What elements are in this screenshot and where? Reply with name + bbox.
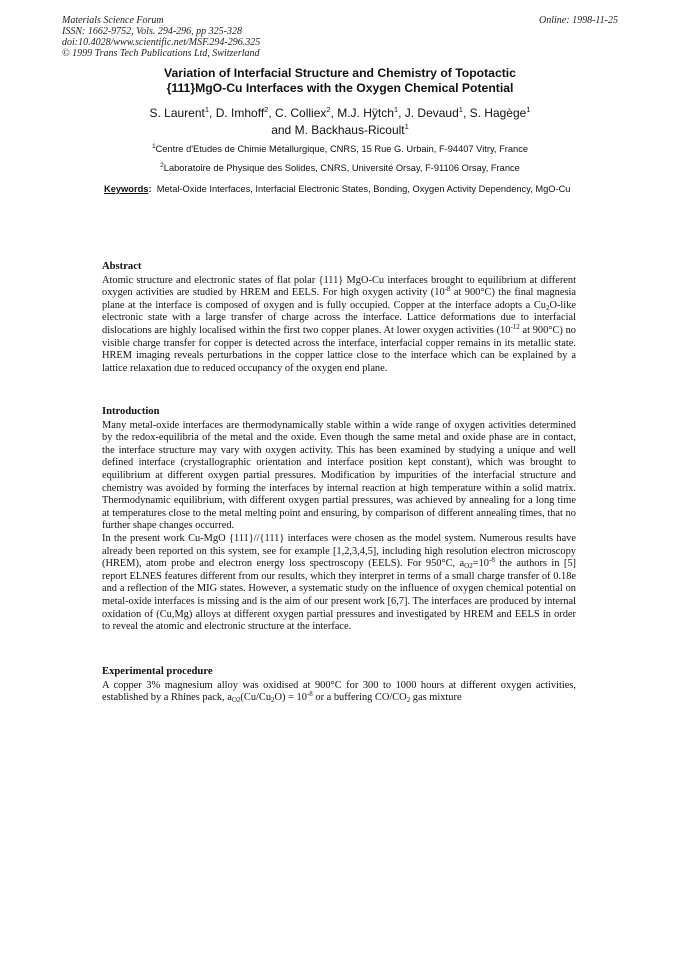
experimental-text: A copper 3% magnesium alloy was oxidised at 900°C for 300 to 1000 hours at different oxygen activities, established by a Rhines pack, $a_{O2}(Cu/Cu_2O) = 10^{-8}$ or a buffering $CO/CO_2$ gas mixture (102, 679, 576, 705)
author-name: D. Imhoff (215, 106, 265, 120)
copyright-line: © 1999 Trans Tech Publications Ltd, Switzerland (62, 48, 260, 59)
paper-title (110, 66, 570, 96)
affiliation-text: Laboratoire de Physique des Solides, CNRS, Université Orsay, F-91106 Orsay, France (163, 163, 520, 173)
journal-name: Materials Science Forum (62, 15, 164, 26)
author-aff-mark: 1 (458, 105, 463, 114)
introduction-paragraph-2: In the present work Cu-MgO {111}//{111} interfaces were chosen as the model system. Numerous results have already been reported on this system, see for example [1,2,3,4,5], including high resolution electron microscopy (HREM), atom probe and electron energy loss spectroscopy (EELS). For 950°C, $a_{O2}=10^{-8}$ the authors in [5] report ELNES features different from our results, which they interpret in terms of a small charge transfer of 0.18e and a reflection of the MIG states. However, a systematic study on the influence of oxygen chemical potential on metal-oxide interfaces is missing and is the aim of our present work [6,7]. The interfaces are produced by internal oxidation of (Cu,Mg) alloys at different oxygen partial pressures and investigated by HREM and EELS in order to reveal the atomic and electronic structure at the interface. (102, 532, 576, 633)
author-name: S. Hagège (469, 106, 527, 120)
journal-header (62, 15, 618, 59)
introduction-paragraph-1: Many metal-oxide interfaces are thermodynamically stable within a wide range of oxygen activities determined by the redox-equilibria of the metal and the oxide. Even though the same metal and oxide phase are in contact, the interface structure may vary with oxygen activity. This has been examined by studying a unique and well defined interface (crystallographic orientation and interface position kept constant), which was brought to equilibrium at different oxygen partial pressures. Modification by impurities of the interfacial structure and chemistry was avoided by forming the interfaces by internal reaction at high temperature within a solid matrix. Thermodynamic equilibrium, with different oxygen partial pressures, was achieved by annealing for a long time at temperatures close to the metal melting point and ensuring, by comparison of different annealing times, that no further shape changes occurred. (102, 419, 576, 532)
title-line-1: Variation of Interfacial Structure and Chemistry of Topotactic (164, 66, 516, 80)
keywords-section (104, 183, 576, 195)
author-list: S. Laurent$^1$, D. Imhoff$^2$, C. Colliex$^2$, M.J. Hÿtch$^1$, J. Devaud$^1$, S. Hagège$^1$ and M. Backhaus-Ricoult$^1$ (149, 105, 531, 137)
experimental-section (102, 666, 576, 705)
abstract-text: Atomic structure and electronic states of flat polar {111} MgO-Cu interfaces brought to equilibrium at different oxygen activities are studied by HREM and EELS. For high oxygen activity ($10^{-8}$ at 900°C) the final magnesia plane at the interface is composed of oxygen and is fully occupied. Copper at the interface adopts a $Cu_2O$-like electronic state with a large transfer of charge across the interface. Lattice deformations due to interfacial dislocations are highly localised within the first two copper planes. At lower oxygen activities ($10^{-12}$ at 900°C) no visible charge transfer for copper is detected across the interface, interfacial copper remains in its metallic state. HREM imaging reveals perturbations in the copper lattice close to the interface which can be explained by a lattice relaxation due to reduced occupancy of the oxygen end plane. (102, 274, 577, 374)
title-line-2: {111}MgO-Cu Interfaces with the Oxygen Chemical Potential (166, 81, 514, 95)
experimental-heading: Experimental procedure (102, 666, 213, 677)
author-name: S. Laurent (149, 106, 205, 120)
author-name: M.J. Hÿtch (337, 106, 394, 120)
introduction-section (102, 406, 576, 634)
author-name: C. Colliex (275, 106, 327, 120)
author-aff-mark: 1 (204, 105, 210, 114)
keywords-text: Metal-Oxide Interfaces, Interfacial Electronic States, Bonding, Oxygen Activity Dependency, MgO-Cu (156, 184, 571, 194)
keywords-colon: : (148, 184, 152, 194)
author-aff-mark: 2 (326, 105, 331, 114)
author-aff-mark: 1 (393, 105, 399, 114)
introduction-heading: Introduction (102, 406, 160, 417)
online-date: Online: 1998-11-25 (539, 15, 618, 26)
affiliation-2 (90, 163, 590, 174)
author-name: J. Devaud (404, 106, 459, 120)
author-aff-mark: 2 (264, 105, 269, 114)
author-aff-mark: 1 (404, 122, 409, 131)
doi-line[interactable]: doi:10.4028/www.scientific.net/MSF.294-296.325 (62, 37, 261, 48)
keywords-label: Keywords (104, 184, 149, 194)
issn-line: ISSN: 1662-9752, Vols. 294-296, pp 325-328 (62, 26, 242, 37)
abstract-heading: Abstract (102, 261, 142, 272)
affiliation-1 (90, 144, 590, 155)
authors-and: and (271, 123, 292, 137)
affiliation-number: 2 (160, 162, 164, 169)
affiliation-text: Centre d'Etudes de Chimie Métallurgique, CNRS, 15 Rue G. Urbain, F-94407 Vitry, France (155, 144, 529, 154)
author-aff-mark: 1 (526, 105, 531, 114)
affiliation-number: 1 (151, 143, 156, 150)
author-name: M. Backhaus-Ricoult (294, 123, 405, 137)
abstract-section (102, 261, 576, 375)
